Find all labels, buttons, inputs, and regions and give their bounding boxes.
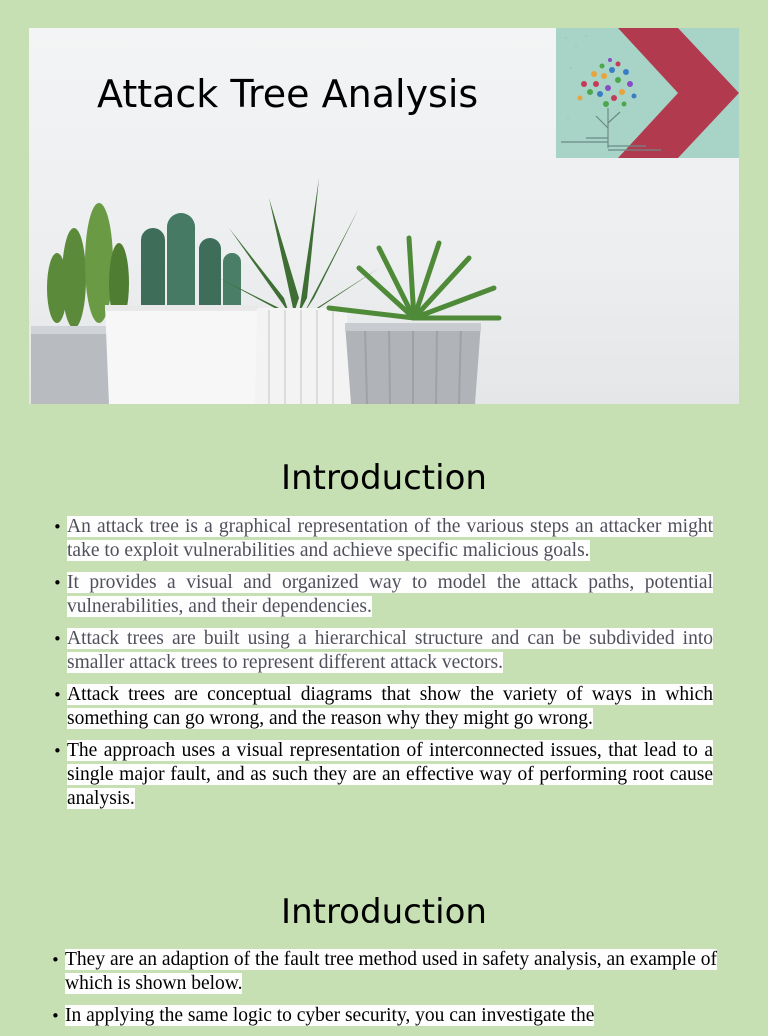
succulent-right	[329, 238, 499, 318]
section1-heading: Introduction	[281, 458, 487, 498]
bullet-icon: •	[53, 630, 62, 648]
list-item: • In applying the same logic to cyber security, you can investigate the	[51, 1005, 595, 1026]
aloe	[219, 178, 379, 313]
bullet-icon: •	[53, 686, 62, 704]
list-item: • An attack tree is a graphical representation of the various steps an attacker might take to exploit vulnerabilities and achieve specific malicious goals.	[53, 516, 713, 561]
title-slide	[29, 28, 739, 404]
plants-photo	[29, 168, 739, 404]
slide-title: Attack Tree Analysis	[97, 72, 479, 116]
bullet-icon: •	[53, 518, 62, 536]
list-item: • They are an adaption of the fault tree method used in safety analysis, an example of which is shown below.	[51, 949, 717, 994]
bullet-icon: •	[53, 574, 62, 592]
list-item: • Attack trees are built using a hierarchical structure and can be subdivided into smaller attack trees to represent different attack vectors.	[53, 628, 713, 673]
list-item: • The approach uses a visual representation of interconnected issues, that lead to a single major fault, and as such they are an effective way of performing root cause analysis.	[53, 740, 713, 809]
bullet-icon: •	[51, 1007, 60, 1025]
section1-bullet-list	[53, 515, 713, 819]
bullet-icon: •	[53, 742, 62, 760]
tree-logo-icon	[556, 28, 739, 158]
bullet-icon: •	[51, 951, 60, 969]
section2-bullet-list	[51, 948, 717, 1036]
list-item: • It provides a visual and organized way to model the attack paths, potential vulnerabilities, and their dependencies.	[53, 572, 713, 617]
list-item: • Attack trees are conceptual diagrams that show the variety of ways in which something can go wrong, and the reason why they might go wrong.	[53, 684, 713, 729]
section2-heading: Introduction	[281, 892, 487, 932]
